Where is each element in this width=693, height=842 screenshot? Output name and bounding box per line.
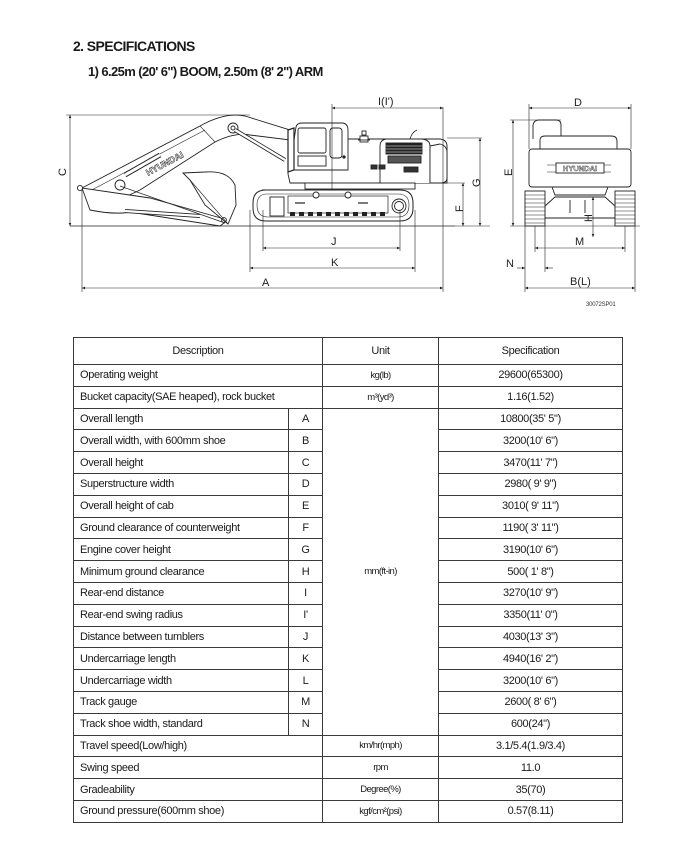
row-value: 0.57(8.11) xyxy=(439,800,623,822)
row-value: 35(70) xyxy=(439,779,623,801)
row-symbol: M xyxy=(289,691,323,713)
table-row xyxy=(74,757,623,779)
row-description: Overall height of cab xyxy=(74,495,289,517)
dim-label-m: M xyxy=(575,236,585,248)
row-value: 1190( 3' 11") xyxy=(439,517,623,539)
row-description: Engine cover height xyxy=(74,539,289,561)
row-description: Travel speed(Low/high) xyxy=(74,735,323,757)
dim-label-h: H xyxy=(583,214,595,222)
dim-label-g: G xyxy=(471,178,483,187)
row-symbol: F xyxy=(289,517,323,539)
row-symbol: L xyxy=(289,670,323,692)
row-symbol: C xyxy=(289,452,323,474)
row-description: Overall width, with 600mm shoe xyxy=(74,430,289,452)
dim-label-n: N xyxy=(506,258,514,270)
row-symbol: K xyxy=(289,648,323,670)
dim-label-k: K xyxy=(331,257,339,269)
dim-label-c: C xyxy=(57,168,69,176)
row-symbol: E xyxy=(289,495,323,517)
row-symbol: N xyxy=(289,713,323,735)
row-value: 3200(10' 6") xyxy=(439,430,623,452)
excavator-dimension-drawing xyxy=(0,0,693,320)
row-description: Swing speed xyxy=(74,757,323,779)
table-row xyxy=(74,408,623,430)
subsection-title: 1) 6.25m (20' 6") BOOM, 2.50m (8' 2") ARM xyxy=(88,64,323,79)
section-title: 2. SPECIFICATIONS xyxy=(73,38,195,54)
table-row xyxy=(74,735,623,757)
row-value: 11.0 xyxy=(439,757,623,779)
row-value: 500( 1' 8") xyxy=(439,561,623,583)
dim-label-i: I(I') xyxy=(378,96,394,108)
row-symbol: J xyxy=(289,626,323,648)
row-description: Overall height xyxy=(74,452,289,474)
side-view xyxy=(66,104,490,292)
row-value: 1.16(1.52) xyxy=(439,386,623,408)
row-description: Distance between tumblers xyxy=(74,626,289,648)
table-row xyxy=(74,779,623,801)
row-unit: m³(yd³) xyxy=(323,386,439,408)
table-row xyxy=(74,365,623,387)
row-unit: kg(lb) xyxy=(323,365,439,387)
row-description: Undercarriage width xyxy=(74,670,289,692)
row-value: 3010( 9' 11") xyxy=(439,495,623,517)
rear-brand-label: HYUNDAI xyxy=(562,164,598,173)
dim-label-d: D xyxy=(574,97,582,109)
dim-label-e: E xyxy=(503,168,515,176)
row-value: 3.1/5.4(1.9/3.4) xyxy=(439,735,623,757)
row-description: Gradeability xyxy=(74,779,323,801)
dimension-unit: mm(ft-in) xyxy=(323,408,439,735)
row-value: 600(24") xyxy=(439,713,623,735)
row-unit: Degree(%) xyxy=(323,779,439,801)
row-description: Minimum ground clearance xyxy=(74,561,289,583)
row-symbol: D xyxy=(289,473,323,495)
row-value: 3350(11' 0") xyxy=(439,604,623,626)
header-unit: Unit xyxy=(323,338,439,365)
row-unit: rpm xyxy=(323,757,439,779)
row-description: Operating weight xyxy=(74,365,323,387)
row-description: Ground clearance of counterweight xyxy=(74,517,289,539)
row-value: 4030(13' 3") xyxy=(439,626,623,648)
row-value: 10800(35' 5") xyxy=(439,408,623,430)
rear-view xyxy=(510,104,640,292)
row-symbol: A xyxy=(289,408,323,430)
header-specification: Specification xyxy=(439,338,623,365)
row-description: Track gauge xyxy=(74,691,289,713)
row-value: 2600( 8' 6") xyxy=(439,691,623,713)
row-description: Superstructure width xyxy=(74,473,289,495)
row-value: 3470(11' 7") xyxy=(439,452,623,474)
row-symbol: I' xyxy=(289,604,323,626)
row-description: Ground pressure(600mm shoe) xyxy=(74,800,323,822)
row-value: 29600(65300) xyxy=(439,365,623,387)
table-row xyxy=(74,386,623,408)
dim-label-j: J xyxy=(331,236,337,248)
row-symbol: H xyxy=(289,561,323,583)
row-value: 4940(16' 2") xyxy=(439,648,623,670)
row-description: Track shoe width, standard xyxy=(74,713,289,735)
row-unit: kgf/cm²(psi) xyxy=(323,800,439,822)
dim-label-a: A xyxy=(262,277,270,289)
row-symbol: I xyxy=(289,582,323,604)
row-description: Rear-end swing radius xyxy=(74,604,289,626)
row-value: 3270(10' 9") xyxy=(439,582,623,604)
header-description: Description xyxy=(74,338,323,365)
row-description: Undercarriage length xyxy=(74,648,289,670)
boom-brand-label: HYUNDAI xyxy=(144,149,186,178)
table-row xyxy=(74,800,623,822)
row-value: 2980( 9' 9") xyxy=(439,473,623,495)
row-value: 3200(10' 6") xyxy=(439,670,623,692)
row-value: 3190(10' 6") xyxy=(439,539,623,561)
table-header-row xyxy=(74,338,623,365)
figure-id: 30072SP01 xyxy=(586,302,616,308)
row-description: Overall length xyxy=(74,408,289,430)
row-description: Bucket capacity(SAE heaped), rock bucket xyxy=(74,386,323,408)
row-symbol: G xyxy=(289,539,323,561)
specifications-table xyxy=(73,337,623,823)
row-unit: km/hr(mph) xyxy=(323,735,439,757)
dim-label-bl: B(L) xyxy=(570,276,591,288)
row-symbol: B xyxy=(289,430,323,452)
row-description: Rear-end distance xyxy=(74,582,289,604)
dim-label-f: F xyxy=(454,205,466,212)
